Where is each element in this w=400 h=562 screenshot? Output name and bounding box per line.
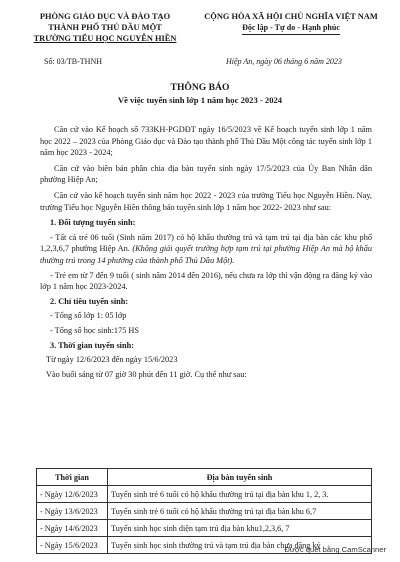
paragraph-2: Căn cứ vào biên bản phân chia địa bàn tuyển sinh ngày 17/5/2023 của Ủy Ban Nhân dân phường Hiệp An; xyxy=(40,163,372,185)
schedule-table xyxy=(36,468,372,554)
row-area: Tuyển sinh học sinh diện tạm trú địa bàn khu1,2,3,6, 7 xyxy=(108,520,372,537)
nation-name: CỘNG HÒA XÃ HỘI CHỦ NGHĨA VIỆT NAM xyxy=(204,12,378,21)
row-date: - Ngày 13/6/2023 xyxy=(37,503,108,520)
section-3-heading: 3. Thời gian tuyển sinh: xyxy=(50,340,134,350)
org-line-3: TRƯỜNG TIỂU HỌC NGUYỄN HIỀN xyxy=(33,34,177,43)
section-1-item-1-text: - Tất cả trẻ 06 tuổi (Sinh năm 2017) có hộ khẩu thường trú và tạm trú tại địa bàn các khu phố 1,2,3,6,7 phường Hiệp An. xyxy=(40,232,372,254)
section-1-heading: 1. Đối tượng tuyển sinh: xyxy=(50,218,136,228)
document-subtitle: Về việc tuyển sinh lớp 1 năm học 2023 - 2024 xyxy=(117,95,283,105)
issue-date: Hiệp An, ngày 06 tháng 6 năm 2023 xyxy=(226,57,342,66)
scanner-watermark: Được quét bằng CamScanner xyxy=(284,545,386,554)
row-date: - Ngày 14/6/2023 xyxy=(37,520,108,537)
document-number: Số: 03/TB-THNH xyxy=(44,57,102,66)
section-3-hours: Vào buổi sáng từ 07 giờ 30 phút đến 11 giờ. Cụ thể như sau: xyxy=(46,369,247,379)
paragraph-3: Căn cứ vào kế hoạch tuyển sinh năm học 2022 - 2023 của trường Tiểu học Nguyễn Hiền. Nay, trường Tiểu học Nguyễn Hiền thông báo tuyển sinh lớp 1 năm học 2022- 2023 như sau: xyxy=(40,190,372,212)
schedule-header-row xyxy=(37,469,372,486)
section-1-item-2: - Trẻ em từ 7 đến 9 tuổi ( sinh năm 2014 đến 2016), nếu chưa ra lớp thì vận động ra đăng ký vào lớp 1 năm học 2023-2024. xyxy=(40,270,372,292)
org-line-1: PHÒNG GIÁO DỤC VÀ ĐÀO TẠO xyxy=(39,12,171,21)
section-2-item-2: - Tổng số học sinh:175 HS xyxy=(50,325,140,335)
header-area: Địa bàn tuyển sinh xyxy=(108,469,372,486)
row-area: Tuyển sinh trẻ 6 tuổi có hộ khẩu thường trú tại địa bàn khu 1, 2, 3. xyxy=(108,486,372,503)
document-body xyxy=(40,124,372,383)
org-line-2: THÀNH PHỐ THỦ DẦU MỘT xyxy=(48,23,162,32)
national-motto: Độc lập - Tự do - Hạnh phúc xyxy=(242,22,340,35)
table-row xyxy=(37,520,372,537)
section-2-heading: 2. Chỉ tiêu tuyển sinh: xyxy=(50,296,129,306)
paragraph-1: Căn cứ vào Kế hoạch số 733KH-PGDĐT ngày 16/5/2023 về Kế hoạch tuyển sinh lớp 1 năm học 2022 – 2023 của Phòng Giáo dục và Đào tạo thành phố Thủ Dầu Một công tác tuyển sinh lớp 1 năm học 2023 - 2024; xyxy=(40,125,372,158)
national-header xyxy=(196,11,386,35)
row-area: Tuyển sinh học sinh thường trú và tạm trú địa bàn chưa đăng ký xyxy=(108,537,372,554)
row-area: Tuyển sinh trẻ 6 tuổi có hộ khẩu thường trú tại địa bàn khu 6,7 xyxy=(108,503,372,520)
section-1-item-1-note: (Không giải quyết trường hợp tạm trú tại phường Hiệp An mà hộ khẩu thường trú trong 14 phường của thành phố Thủ Dầu Một). xyxy=(40,244,373,265)
document-title: THÔNG BÁO xyxy=(170,82,230,93)
table-row xyxy=(37,503,372,520)
header-time: Thời gian xyxy=(37,469,108,486)
section-3-range: Từ ngày 12/6/2023 đến ngày 15/6/2023 xyxy=(46,355,178,365)
section-2-item-1: - Tổng số lớp 1: 05 lớp xyxy=(50,311,127,321)
row-date: - Ngày 12/6/2023 xyxy=(37,486,108,503)
table-row xyxy=(37,486,372,503)
row-date: - Ngày 15/6/2023 xyxy=(37,537,108,554)
issuing-organization xyxy=(20,11,190,44)
section-1-item-1 xyxy=(40,232,372,267)
